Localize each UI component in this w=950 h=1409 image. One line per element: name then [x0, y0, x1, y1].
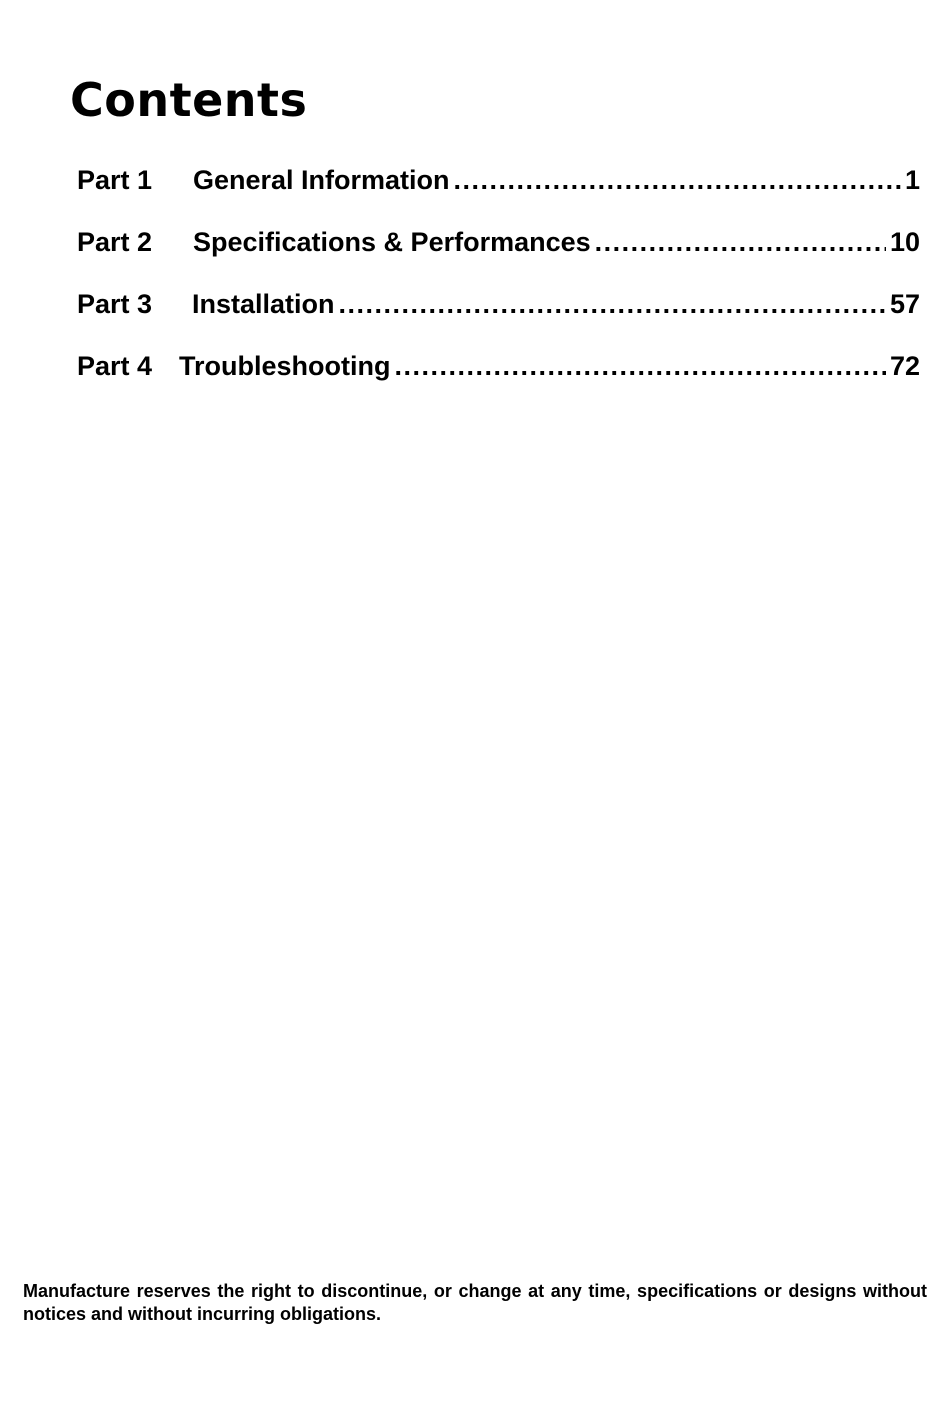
toc-title[interactable]: Specifications & Performances — [193, 227, 591, 257]
toc-title[interactable]: General Information — [193, 165, 450, 195]
toc-page-number[interactable]: 57 — [889, 289, 920, 319]
toc-dot-leader — [595, 222, 886, 262]
toc-title[interactable]: Troubleshooting — [179, 351, 391, 381]
toc-entry-part-3[interactable] — [77, 284, 920, 346]
toc-part-label: Part 2 — [77, 227, 153, 257]
disclaimer-text: Manufacture reserves the right to discontinue, or change at any time, specifications or designs without notices and without incurring obligations. — [23, 1281, 927, 1324]
toc-dot-leader — [339, 284, 886, 324]
toc-part-label: Part 1 — [77, 165, 153, 195]
table-of-contents — [77, 160, 920, 408]
toc-entry-part-4[interactable] — [77, 346, 920, 408]
toc-page-number[interactable]: 10 — [889, 227, 920, 257]
toc-entry-part-2[interactable] — [77, 222, 920, 284]
toc-dot-leader — [394, 346, 885, 386]
page-title: Contents — [70, 73, 308, 127]
toc-page-number[interactable]: 1 — [904, 165, 920, 195]
toc-title[interactable]: Installation — [192, 289, 335, 319]
toc-page-number[interactable]: 72 — [889, 351, 920, 381]
toc-part-label: Part 3 — [77, 289, 153, 319]
toc-entry-part-1[interactable] — [77, 160, 920, 222]
toc-part-label: Part 4 — [77, 351, 153, 381]
toc-dot-leader — [454, 160, 901, 200]
